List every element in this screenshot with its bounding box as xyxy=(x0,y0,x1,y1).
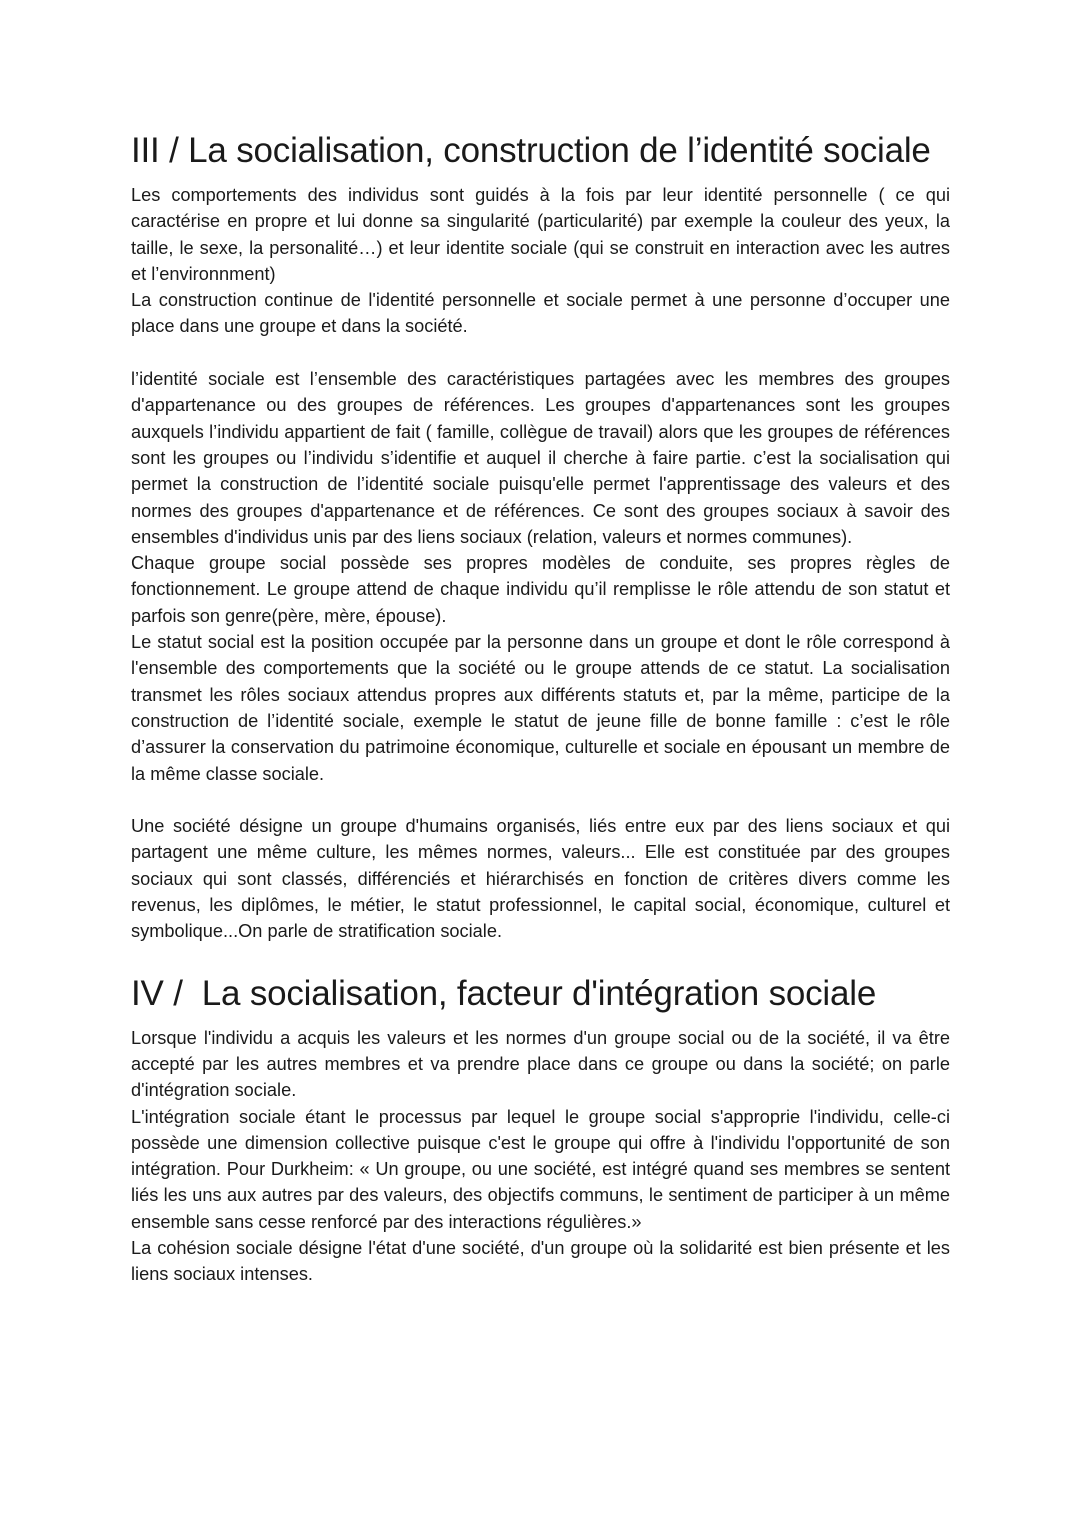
document-page xyxy=(131,128,950,1288)
section-iv xyxy=(131,971,950,1288)
paragraph-group-norms: Chaque groupe social possède ses propres modèles de conduite, ses propres règles de fonctionnement. Le groupe attend de chaque individu qu’il remplisse le rôle attendu de son statut et parfois son genre(père, mère, épouse). xyxy=(131,553,950,626)
paragraph-social-cohesion: La cohésion sociale désigne l'état d'une société, d'un groupe où la solidarité est bien présente et les liens sociaux intenses. xyxy=(131,1237,950,1285)
paragraph-identity-intro: Les comportements des individus sont guidés à la fois par leur identité personnelle ( ce qui caractérise en propre et lui donne sa singularité (particularité) par exemple la couleur des yeux, la taille, le sexe, la personalité…) et leur identite sociale (qui se construit en interaction avec les autres et l’environnment) xyxy=(131,185,950,284)
paragraph-integration-process: L'intégration sociale étant le processus par lequel le groupe social s'approprie l'individu, celle-ci possède une dimension collective puisque c'est le groupe qui offre à l'individu l'opportunité de son intégration. Pour Durkheim: « Un groupe, ou une société, est intégré quand ses membres se sentent liés les uns aux autres par des valeurs, des objectifs communs, le sentiment de participer à un même ensemble sans cesse renforcé par des interactions régulières.» xyxy=(131,1106,950,1232)
section-iii-title: III / La socialisation, construction de l’identité sociale xyxy=(131,131,931,170)
section-iv-title: IV / La socialisation, facteur d'intégration sociale xyxy=(131,973,877,1013)
section-iii xyxy=(131,128,950,945)
paragraph-society-definition: Une société désigne un groupe d'humains organisés, liés entre eux par des liens sociaux et qui partagent une même culture, les mêmes normes, valeurs... Elle est constituée par des groupes sociaux qui sont classés, différenciés et hiérarchisés en fonction de critères divers comme les revenus, les diplômes, le métier, le statut professionnel, le capital social, économique, culturel et symbolique...On parle de stratification sociale. xyxy=(131,816,950,942)
paragraph-social-identity: l’identité sociale est l’ensemble des caractéristiques partagées avec les membres des groupes d'appartenance ou des groupes de références. Les groupes d'appartenances sont les groupes auxquels l’individu appartient de fait ( famille, collègue de travail) alors que les groupes de références sont les groupes ou l’individu s’identifie et auquel il cherche à faire partie. c’est la socialisation qui permet la construction de l’identité sociale puisqu'elle permet l'apprentissage des valeurs et des normes des groupes d'appartenance et de références. Ce sont des groupes sociaux à savoir des ensembles d'individus unis par des liens sociaux (relation, valeurs et normes communes). xyxy=(131,369,950,547)
paragraph-social-status: Le statut social est la position occupée par la personne dans un groupe et dont le rôle correspond à l'ensemble des comportements que la société ou le groupe attends de ce statut. La socialisation transmet les rôles sociaux attendus propres aux différents statuts et, par la même, participe de la construction de l’identité sociale, exemple le statut de jeune fille de bonne famille : c’est le rôle d’assurer la conservation du patrimoine économique, culturelle et sociale en épousant un membre de la même classe sociale. xyxy=(131,632,950,784)
paragraph-integration-intro: Lorsque l'individu a acquis les valeurs et les normes d'un groupe social ou de la société, il va être accepté par les autres membres et va prendre place dans ce groupe ou dans la société; on parle d'intégration sociale. xyxy=(131,1027,950,1101)
paragraph-identity-construction: La construction continue de l'identité personnelle et sociale permet à une personne d’occuper une place dans une groupe et dans la société. xyxy=(131,290,950,337)
